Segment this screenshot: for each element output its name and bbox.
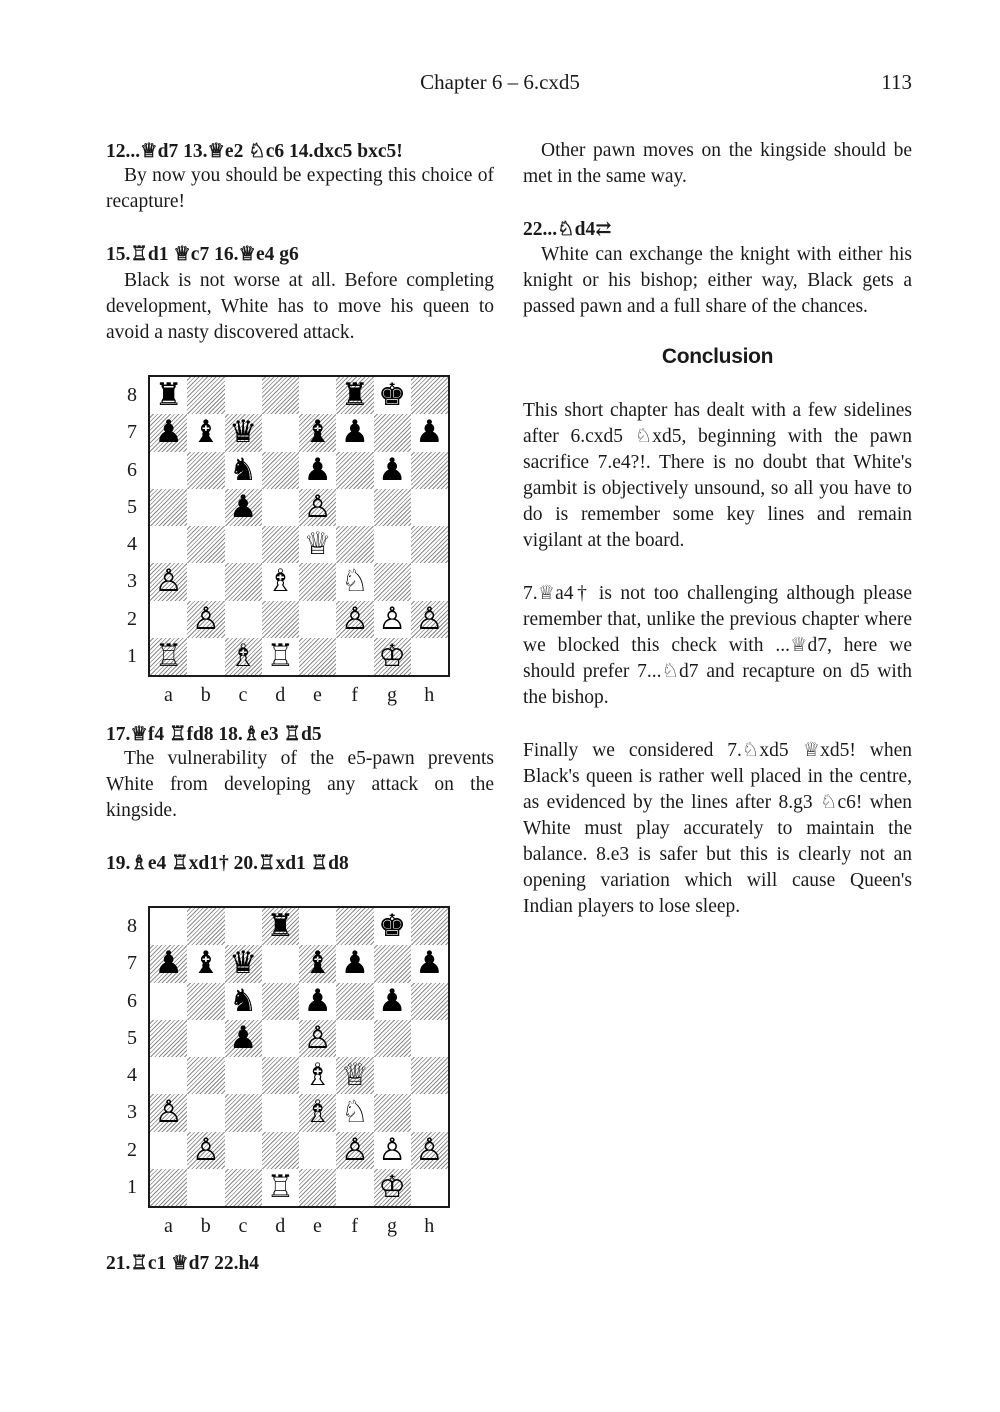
file-label: f (351, 684, 359, 706)
file-label: e (313, 684, 322, 706)
board-square-h7 (411, 945, 448, 982)
board-square-b2 (187, 601, 224, 638)
move-line: 17.♕f4 ♖fd8 18.♗e3 ♖d5 (106, 724, 322, 745)
board-square-b4 (187, 526, 224, 563)
board-square-d7 (262, 945, 299, 982)
chess-piece: ♗ (229, 637, 258, 674)
paragraph: 7.♕a4† is not too challenging although please remember that, unlike the previous chapter where we blocked this check with ...♕d7, here we should prefer 7...♘d7 and recapture on d5 with the bishop. (523, 583, 912, 708)
chess-piece: ♖ (266, 1168, 295, 1205)
board-square-e7 (299, 945, 336, 982)
board-square-c5 (225, 489, 262, 526)
file-label: g (387, 684, 397, 706)
board-square-g6 (374, 452, 411, 489)
file-label: c (238, 1215, 248, 1237)
paragraph: The vulnerability of the e5-pawn prevents White from developing any attack on the kingside. (106, 748, 494, 821)
board-square-c2 (225, 601, 262, 638)
board-square-f3 (336, 563, 373, 600)
rank-label: 2 (127, 1138, 137, 1161)
board-square-b3 (187, 563, 224, 600)
paragraph: Other pawn moves on the kingside should be met in the same way. (523, 140, 912, 187)
board-square-g3 (374, 563, 411, 600)
board-square-b8 (187, 908, 224, 945)
chess-piece: ♕ (303, 526, 332, 563)
board-square-a7 (150, 945, 187, 982)
board-square-e4 (299, 526, 336, 563)
rank-label: 4 (127, 1064, 137, 1086)
file-label: d (275, 1215, 286, 1237)
board-square-b5 (187, 489, 224, 526)
rank-label: 6 (127, 458, 137, 481)
chess-piece: ♗ (266, 563, 295, 600)
board-square-a2 (150, 1132, 187, 1169)
board-square-g8 (374, 908, 411, 945)
board-square-f7 (336, 414, 373, 451)
board-square-f1 (336, 1169, 373, 1206)
file-label: b (200, 1215, 211, 1237)
chess-piece: ♛ (229, 945, 258, 982)
board-square-h6 (411, 983, 448, 1020)
board-square-f6 (336, 983, 373, 1020)
board-square-b1 (187, 1169, 224, 1206)
board-square-a1 (150, 1169, 187, 1206)
chess-piece: ♛ (229, 414, 258, 451)
chess-piece: ♝ (303, 945, 332, 982)
chess-board (148, 375, 450, 677)
move-line: 22...♘d4⇄ (523, 219, 612, 240)
chess-piece: ♕ (340, 1057, 369, 1094)
paragraph: White can exchange the knight with either his knight or his bishop; either way, Black gets a passed pawn and a full share of the chances. (523, 244, 912, 317)
paragraph: This short chapter has dealt with a few sidelines after 6.cxd5 ♘xd5, beginning with the pawn sacrifice 7.e4?!. There is no doubt that White's gambit is objectively unsound, so all you have to do is remember some key lines and remain vigilant at the board. (523, 400, 912, 551)
board-square-a4 (150, 526, 187, 563)
move-line: 15.♖d1 ♕c7 16.♕e4 g6 (106, 244, 299, 265)
file-label: b (200, 684, 211, 706)
board-square-e7 (299, 414, 336, 451)
chess-piece: ♚ (378, 908, 407, 945)
file-label: h (424, 684, 435, 706)
board-square-d3 (262, 563, 299, 600)
board-square-d4 (262, 1057, 299, 1094)
board-square-g3 (374, 1094, 411, 1131)
rank-label: 7 (127, 421, 137, 444)
chess-piece: ♟ (154, 414, 183, 451)
board-square-a6 (150, 983, 187, 1020)
chess-piece: ♟ (303, 451, 332, 488)
board-square-d5 (262, 489, 299, 526)
chess-diagram (110, 375, 460, 715)
board-square-c4 (225, 526, 262, 563)
move-line: 19.♗e4 ♖xd1† 20.♖xd1 ♖d8 (106, 853, 349, 874)
board-square-h2 (411, 601, 448, 638)
board-square-f6 (336, 452, 373, 489)
board-square-d2 (262, 1132, 299, 1169)
chess-piece: ♟ (415, 414, 444, 451)
board-square-g1 (374, 638, 411, 675)
board-square-a3 (150, 1094, 187, 1131)
chess-piece: ♙ (378, 1131, 407, 1168)
board-square-e8 (299, 377, 336, 414)
board-square-h1 (411, 638, 448, 675)
board-square-c6 (225, 452, 262, 489)
chess-piece: ♟ (154, 945, 183, 982)
board-square-c6 (225, 983, 262, 1020)
chess-piece: ♘ (340, 1094, 369, 1131)
board-square-b4 (187, 1057, 224, 1094)
board-square-g5 (374, 1020, 411, 1057)
board-square-e4 (299, 1057, 336, 1094)
board-square-e3 (299, 563, 336, 600)
file-label: c (238, 684, 248, 706)
chess-piece: ♙ (303, 1019, 332, 1056)
paragraph: By now you should be expecting this choice of recapture! (106, 165, 494, 212)
chess-piece: ♜ (154, 377, 183, 414)
chess-piece: ♗ (303, 1057, 332, 1094)
board-square-h1 (411, 1169, 448, 1206)
board-square-c3 (225, 563, 262, 600)
board-square-d6 (262, 983, 299, 1020)
board-square-a2 (150, 601, 187, 638)
rank-label: 1 (127, 1175, 137, 1198)
board-square-a8 (150, 377, 187, 414)
rank-label: 5 (127, 1026, 137, 1049)
chess-piece: ♙ (303, 488, 332, 525)
board-square-h4 (411, 1057, 448, 1094)
board-square-a3 (150, 563, 187, 600)
board-square-e1 (299, 1169, 336, 1206)
board-square-g2 (374, 601, 411, 638)
chess-piece: ♙ (378, 600, 407, 637)
file-label: a (164, 684, 173, 706)
board-square-a5 (150, 1020, 187, 1057)
board-square-g8 (374, 377, 411, 414)
board-square-a5 (150, 489, 187, 526)
chess-piece: ♟ (415, 945, 444, 982)
rank-label: 5 (127, 495, 137, 518)
rank-label: 6 (127, 989, 137, 1012)
board-square-d1 (262, 638, 299, 675)
board-square-e1 (299, 638, 336, 675)
chess-piece: ♝ (191, 414, 220, 451)
chess-piece: ♖ (266, 637, 295, 674)
board-square-c2 (225, 1132, 262, 1169)
board-square-f2 (336, 1132, 373, 1169)
board-square-b5 (187, 1020, 224, 1057)
board-square-d2 (262, 601, 299, 638)
board-square-g2 (374, 1132, 411, 1169)
rank-label: 3 (127, 1101, 137, 1124)
rank-label: 8 (127, 915, 137, 937)
board-square-e2 (299, 1132, 336, 1169)
chess-piece: ♜ (340, 377, 369, 414)
board-square-c5 (225, 1020, 262, 1057)
chess-piece: ♙ (340, 1131, 369, 1168)
board-square-b2 (187, 1132, 224, 1169)
chess-piece: ♟ (378, 982, 407, 1019)
chess-piece: ♜ (266, 908, 295, 945)
board-square-c1 (225, 1169, 262, 1206)
board-square-c7 (225, 414, 262, 451)
board-square-f5 (336, 1020, 373, 1057)
rank-label: 7 (127, 952, 137, 975)
rank-label: 4 (127, 533, 137, 555)
board-square-f3 (336, 1094, 373, 1131)
chess-piece: ♞ (229, 451, 258, 488)
paragraph: Black is not worse at all. Before completing development, White has to move his queen to avoid a nasty discovered attack. (106, 270, 494, 343)
chess-piece: ♗ (303, 1094, 332, 1131)
board-square-e6 (299, 983, 336, 1020)
rank-label: 1 (127, 644, 137, 667)
board-square-f1 (336, 638, 373, 675)
board-square-d6 (262, 452, 299, 489)
board-square-f2 (336, 601, 373, 638)
board-square-d5 (262, 1020, 299, 1057)
board-square-a8 (150, 908, 187, 945)
chess-piece: ♔ (378, 1168, 407, 1205)
paragraph: Finally we considered 7.♘xd5 ♕xd5! when Black's queen is rather well placed in the centre, as evidenced by the lines after 8.g3 ♘c6! when White must play accurately to maintain the balance. 8.e3 is safer but this is clearly not an opening variation which will cause Queen's Indian players to lose sleep. (523, 740, 912, 917)
board-square-a4 (150, 1057, 187, 1094)
board-square-d1 (262, 1169, 299, 1206)
chess-piece: ♖ (154, 637, 183, 674)
board-square-h5 (411, 489, 448, 526)
board-square-h6 (411, 452, 448, 489)
board-square-a7 (150, 414, 187, 451)
board-square-b7 (187, 945, 224, 982)
board-square-f4 (336, 526, 373, 563)
chess-piece: ♟ (340, 414, 369, 451)
board-square-h7 (411, 414, 448, 451)
board-square-h3 (411, 563, 448, 600)
board-square-h2 (411, 1132, 448, 1169)
chapter-title: Chapter 6 – 6.cxd5 (420, 70, 580, 94)
chess-piece: ♚ (378, 377, 407, 414)
chess-piece: ♝ (303, 414, 332, 451)
board-square-f8 (336, 377, 373, 414)
chess-piece: ♙ (191, 600, 220, 637)
chess-piece: ♙ (154, 1094, 183, 1131)
running-head (0, 70, 1000, 98)
chess-piece: ♞ (229, 982, 258, 1019)
board-square-e5 (299, 489, 336, 526)
board-square-d4 (262, 526, 299, 563)
board-square-d8 (262, 377, 299, 414)
board-square-b6 (187, 452, 224, 489)
board-square-f8 (336, 908, 373, 945)
board-square-c4 (225, 1057, 262, 1094)
board-square-g7 (374, 414, 411, 451)
chess-piece: ♘ (340, 563, 369, 600)
chess-piece: ♟ (303, 982, 332, 1019)
chess-piece: ♟ (340, 945, 369, 982)
board-square-e8 (299, 908, 336, 945)
board-square-b3 (187, 1094, 224, 1131)
board-square-g7 (374, 945, 411, 982)
board-square-h8 (411, 908, 448, 945)
chess-piece: ♟ (378, 451, 407, 488)
board-square-h4 (411, 526, 448, 563)
board-square-b8 (187, 377, 224, 414)
file-label: g (387, 1215, 397, 1237)
chess-piece: ♙ (154, 563, 183, 600)
file-label: f (351, 1215, 359, 1237)
board-square-d8 (262, 908, 299, 945)
board-square-f7 (336, 945, 373, 982)
chess-piece: ♙ (340, 600, 369, 637)
board-square-h5 (411, 1020, 448, 1057)
board-square-b1 (187, 638, 224, 675)
board-square-h8 (411, 377, 448, 414)
board-square-c8 (225, 377, 262, 414)
board-square-e6 (299, 452, 336, 489)
chess-piece: ♟ (229, 1019, 258, 1056)
chess-board (148, 906, 450, 1208)
board-square-a6 (150, 452, 187, 489)
board-square-g4 (374, 1057, 411, 1094)
board-square-b7 (187, 414, 224, 451)
board-square-f4 (336, 1057, 373, 1094)
chess-piece: ♝ (191, 945, 220, 982)
board-square-d7 (262, 414, 299, 451)
board-square-c7 (225, 945, 262, 982)
file-label: a (164, 1215, 173, 1237)
board-square-e3 (299, 1094, 336, 1131)
move-line: 21.♖c1 ♕d7 22.h4 (106, 1253, 260, 1274)
board-square-e5 (299, 1020, 336, 1057)
board-square-g6 (374, 983, 411, 1020)
board-square-c3 (225, 1094, 262, 1131)
board-square-b6 (187, 983, 224, 1020)
board-square-c1 (225, 638, 262, 675)
file-label: d (275, 684, 286, 706)
board-square-g5 (374, 489, 411, 526)
chess-diagram (110, 906, 460, 1246)
page-number: 113 (881, 70, 912, 94)
chess-piece: ♙ (191, 1131, 220, 1168)
board-square-a1 (150, 638, 187, 675)
board-square-c8 (225, 908, 262, 945)
board-square-g4 (374, 526, 411, 563)
move-line: 12...♕d7 13.♕e2 ♘c6 14.dxc5 bxc5! (106, 141, 403, 162)
rank-label: 8 (127, 384, 137, 406)
rank-label: 3 (127, 570, 137, 593)
board-square-f5 (336, 489, 373, 526)
chess-piece: ♙ (415, 1131, 444, 1168)
chess-piece: ♙ (415, 600, 444, 637)
chess-piece: ♟ (229, 488, 258, 525)
board-square-h3 (411, 1094, 448, 1131)
board-square-g1 (374, 1169, 411, 1206)
rank-label: 2 (127, 607, 137, 630)
board-square-d3 (262, 1094, 299, 1131)
file-label: e (313, 1215, 322, 1237)
file-label: h (424, 1215, 435, 1237)
chess-piece: ♔ (378, 637, 407, 674)
board-square-e2 (299, 601, 336, 638)
section-heading: Conclusion (661, 345, 774, 368)
